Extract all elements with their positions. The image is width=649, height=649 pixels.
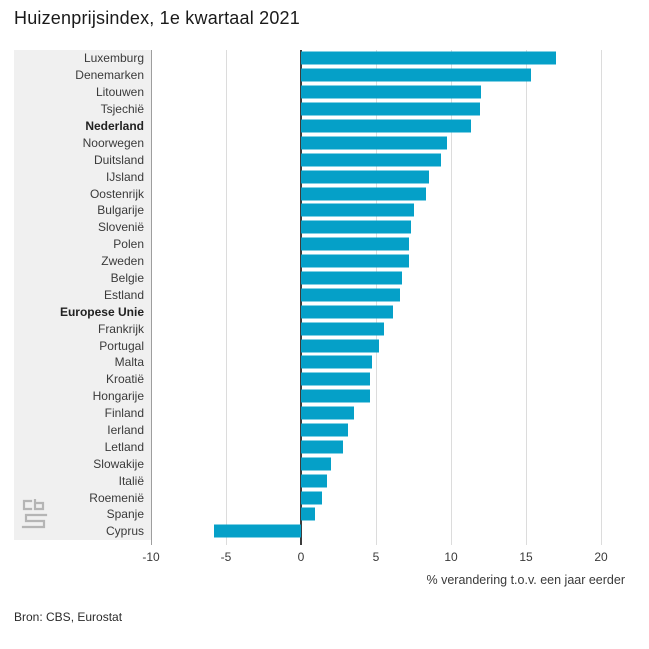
chart-row [14, 303, 625, 320]
category-label: Denemarken [75, 68, 144, 83]
bar-area [151, 219, 625, 236]
bar-area [151, 472, 625, 489]
bar-area [151, 489, 625, 506]
x-axis [142, 550, 625, 566]
category-label: Kroatië [105, 372, 144, 387]
category-label: Italië [118, 473, 144, 488]
category-label: Estland [103, 287, 144, 302]
bar-area [151, 101, 625, 118]
x-tick-label: -10 [142, 550, 160, 564]
chart-row [14, 67, 625, 84]
bar [301, 373, 370, 386]
bar [301, 69, 531, 82]
bar [301, 474, 327, 487]
x-tick-label: 10 [444, 550, 458, 564]
bar [301, 508, 315, 521]
bar-area [151, 371, 625, 388]
category-label: Polen [113, 237, 144, 252]
bar [301, 170, 429, 183]
bar [301, 457, 331, 470]
bar-area [151, 202, 625, 219]
bar-area [151, 253, 625, 270]
bar-area [151, 168, 625, 185]
category-label: IJsland [105, 169, 144, 184]
bar-area [151, 286, 625, 303]
bar-area [151, 388, 625, 405]
x-tick-label: 5 [372, 550, 380, 564]
chart-row [14, 405, 625, 422]
bar [301, 288, 400, 301]
x-tick-label: 0 [297, 550, 305, 564]
chart-row [14, 354, 625, 371]
cbs-logo-b [35, 499, 43, 509]
source-note: Bron: CBS, Eurostat [14, 610, 123, 624]
category-label: Slowakije [93, 456, 144, 471]
chart-row [14, 438, 625, 455]
chart-title: Huizenprijsindex, 1e kwartaal 2021 [14, 8, 300, 28]
bar [301, 86, 481, 99]
category-label: Hongarije [92, 389, 144, 404]
category-label: Belgie [110, 271, 144, 286]
bar [301, 491, 322, 504]
x-tick-label: -5 [220, 550, 232, 564]
bar [301, 120, 471, 133]
category-label: Zweden [101, 254, 144, 269]
cbs-logo-c [24, 501, 31, 509]
bar [301, 221, 411, 234]
chart-row [14, 286, 625, 303]
bar [214, 525, 301, 538]
bar-area [151, 523, 625, 540]
chart-row [14, 202, 625, 219]
bar [301, 390, 370, 403]
bar [301, 407, 354, 420]
bar [301, 52, 556, 65]
chart-row [14, 84, 625, 101]
chart-row [14, 168, 625, 185]
bar [301, 136, 447, 149]
chart-row [14, 422, 625, 439]
bar [301, 272, 402, 285]
category-label: Litouwen [95, 85, 144, 100]
x-tick-label: 15 [519, 550, 533, 564]
chart-rows [14, 50, 625, 540]
x-tick-label: 20 [594, 550, 608, 564]
chart-row [14, 371, 625, 388]
category-label: Luxemburg [83, 51, 144, 66]
bar [301, 204, 414, 217]
category-label: Roemenië [89, 490, 144, 505]
x-axis-title: % verandering t.o.v. een jaar eerder [426, 573, 625, 587]
bar-area [151, 506, 625, 523]
bar [301, 440, 343, 453]
category-label: Spanje [106, 507, 144, 522]
bar-area [151, 337, 625, 354]
chart-row [14, 236, 625, 253]
chart-row [14, 134, 625, 151]
bar [301, 339, 379, 352]
bar-area [151, 84, 625, 101]
bar-area [151, 405, 625, 422]
bar-area [151, 438, 625, 455]
category-label: Slovenië [97, 220, 144, 235]
bar-area [151, 134, 625, 151]
chart-row [14, 118, 625, 135]
chart-row [14, 151, 625, 168]
category-label: Duitsland [93, 152, 144, 167]
bar [301, 255, 409, 268]
chart-row [14, 185, 625, 202]
chart-row [14, 219, 625, 236]
chart-row [14, 101, 625, 118]
chart-row [14, 523, 625, 540]
category-label: Malta [114, 355, 144, 370]
bar [301, 103, 480, 116]
category-label: Bulgarije [97, 203, 144, 218]
bar [301, 238, 409, 251]
chart-row [14, 337, 625, 354]
bar-area [151, 422, 625, 439]
category-label: Noorwegen [82, 135, 144, 150]
bar-area [151, 151, 625, 168]
category-label: Ierland [107, 423, 144, 438]
bar-area [151, 270, 625, 287]
bar [301, 356, 372, 369]
bar [301, 153, 441, 166]
chart-row [14, 253, 625, 270]
chart-row [14, 506, 625, 523]
bar [301, 187, 426, 200]
bar-area [151, 303, 625, 320]
bar-area [151, 354, 625, 371]
chart-row [14, 489, 625, 506]
category-label: Europese Unie [59, 304, 144, 319]
bar-area [151, 236, 625, 253]
category-label: Frankrijk [97, 321, 144, 336]
chart-row [14, 455, 625, 472]
cbs-logo-icon [20, 499, 50, 537]
category-label: Tsjechië [100, 102, 144, 117]
category-label: Cyprus [105, 524, 144, 539]
chart-row [14, 388, 625, 405]
category-label: Finland [104, 406, 144, 421]
bar [301, 424, 348, 437]
bar [301, 305, 393, 318]
bar-area [151, 320, 625, 337]
category-label: Oostenrijk [89, 186, 144, 201]
chart-row [14, 320, 625, 337]
chart-row [14, 50, 625, 67]
cbs-logo-s [23, 515, 46, 527]
bar-area [151, 118, 625, 135]
bar-area [151, 50, 625, 67]
category-label: Portugal [99, 338, 144, 353]
chart-row [14, 472, 625, 489]
bar-area [151, 185, 625, 202]
bar-area [151, 67, 625, 84]
category-label: Letland [104, 439, 144, 454]
bar-area [151, 455, 625, 472]
chart-row [14, 270, 625, 287]
bar [301, 322, 384, 335]
category-label: Nederland [85, 119, 144, 133]
